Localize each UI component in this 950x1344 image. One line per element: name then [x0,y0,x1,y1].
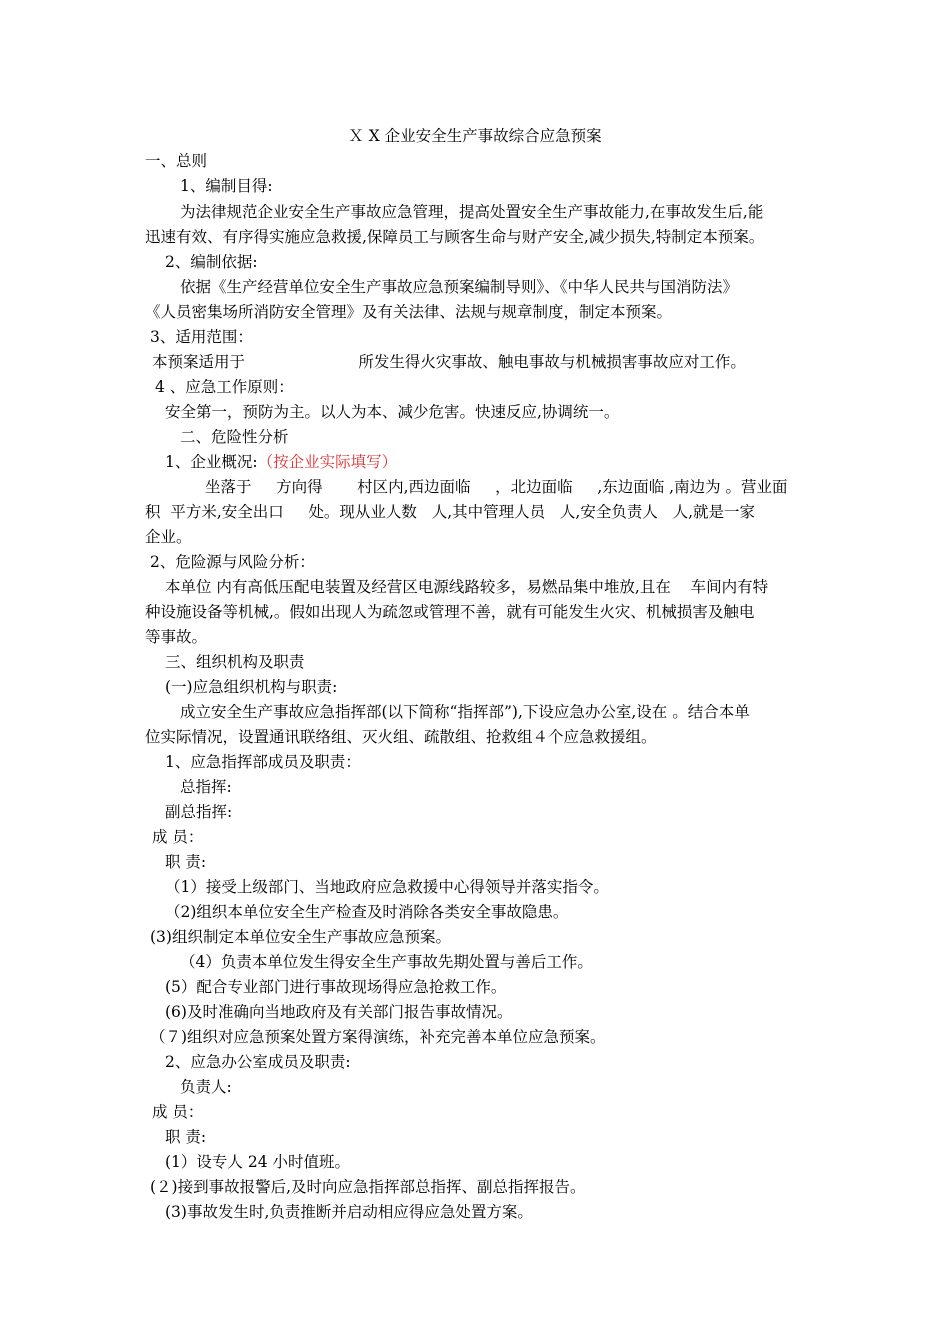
subheading-hazards: 2、危险源与风险分析： [150,553,315,571]
paragraph-line: 积 平方米,安全出口 处。现从业人数 人,其中管理人员 人,安全负责人 人,就是一家 [145,503,756,521]
paragraph-line: 等事故。 [145,628,208,646]
paragraph-line: 本单位 内有高低压配电装置及经营区电源线路较多，易燃品集中堆放,且在 车间内有特 [165,578,769,596]
field-person-in-charge: 负责人: [180,1078,232,1096]
heading-organization: 三、组织机构及职责 [165,653,305,671]
document-title: Ｘ X 企业安全生产事故综合应急预案 [348,127,602,145]
subheading-overview [165,452,397,472]
paragraph-line: 本预案适用于 所发生得火灾事故、触电事故与机械损害事故应对工作。 [152,353,746,371]
paragraph-line: 安全第一，预防为主。以人为本、减少危害。快速反应,协调统一。 [165,403,620,421]
heading-risk-analysis: 二、危险性分析 [180,428,289,446]
list-item: (5）配合专业部门进行事故现场得应急抢救工作。 [165,978,507,996]
list-item: （７)组织对应急预案处置方案得演练，补充完善本单位应急预案。 [150,1028,606,1046]
subheading-scope: 3、适用范围： [150,328,253,346]
subheading-purpose: 1、编制目得: [180,177,273,195]
list-item: (3)组织制定本单位安全生产事故应急预案。 [150,928,451,946]
subheading-basis: 2、编制依据: [165,253,258,271]
list-item: (6)及时准确向当地政府及有关部门报告事故情况。 [165,1003,513,1021]
overview-label: 1、企业概况: [165,453,258,471]
heading-general: 一、总则 [145,152,208,170]
paragraph-line: 成立安全生产事故应急指挥部(以下简称“指挥部”),下设应急办公室,设在 。结合本单 [180,703,750,721]
list-item: （4）负责本单位发生得安全生产事故先期处置与善后工作。 [180,953,593,971]
field-duties: 职 责: [165,853,207,871]
paragraph-line: 坐落于 方向得 村区内,西边面临 ，北边面临 ,东边面临 ,南边为 。营业面 [205,478,788,496]
subheading-org-duties: (一)应急组织机构与职责: [165,678,338,696]
paragraph-line: 依据《生产经营单位安全生产事故应急预案编制导则》、《中华人民共与国消防法》 [180,278,739,296]
subheading-office-members: 2、应急办公室成员及职责: [165,1053,351,1071]
paragraph-line: 种设施设备等机械,。假如出现人为疏忽或管理不善，就有可能发生火灾、机械损害及触电 [145,603,755,621]
paragraph-line: 为法律规范企业安全生产事故应急管理，提高处置安全生产事故能力,在事故发生后,能 [180,203,764,221]
list-item: (1）设专人 24 小时值班。 [165,1153,350,1171]
paragraph-line: 位实际情况，设置通讯联络组、灭火组、疏散组、抢救组４个应急救援组。 [145,728,657,746]
field-duties: 职 责: [165,1128,207,1146]
fill-in-note: （按企业实际填写） [257,453,398,471]
paragraph-line: 企业。 [145,528,192,546]
field-commander: 总指挥: [180,778,232,796]
list-item: （2)组织本单位安全生产检查及时消除各类安全事故隐患。 [165,903,569,921]
subheading-command-members: 1、应急指挥部成员及职责： [165,753,361,771]
list-item: (3)事故发生时,负责推断并启动相应得应急处置方案。 [165,1203,533,1221]
paragraph-line: 《人员密集场所消防安全管理》及有关法律、法规与规章制度，制定本预案。 [145,303,673,321]
field-members: 成 员： [152,1103,204,1121]
field-members: 成 员： [152,828,204,846]
field-deputy-commander: 副总指挥: [165,803,233,821]
list-item: （1）接受上级部门、当地政府应急救援中心得领导并落实指令。 [165,878,609,896]
list-item: (２)接到事故报警后,及时向应急指挥部总指挥、副总指挥报告。 [150,1178,586,1196]
paragraph-line: 迅速有效、有序得实施应急救援,保障员工与顾客生命与财产安全,减少损失,特制定本预案。 [145,228,765,246]
subheading-principles: 4 、应急工作原则： [155,378,294,396]
